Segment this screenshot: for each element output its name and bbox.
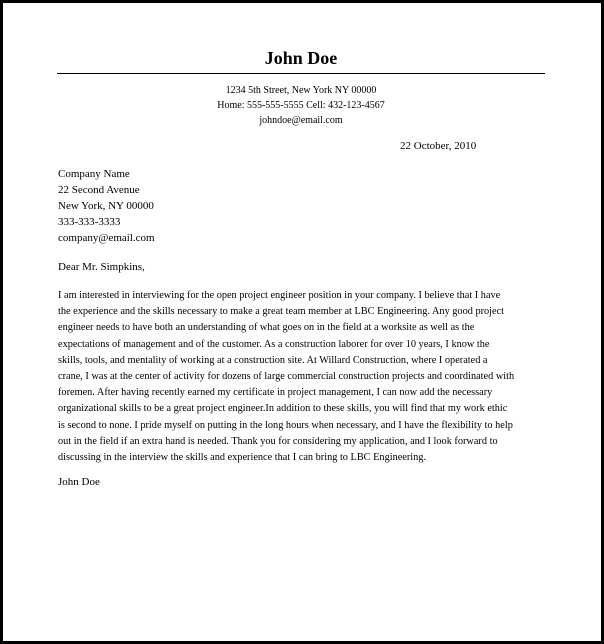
recipient-block xyxy=(58,166,155,246)
sender-phones: Home: 555-555-5555 Cell: 432-123-4567 xyxy=(217,100,385,111)
body-line: is second to none. I pride myself on putting in the long hours when necessary, and I have the flexibility to help xyxy=(58,419,513,431)
body-line: foremen. After having recently earned my certificate in project management, I can now add the necessary xyxy=(58,387,493,399)
recipient-phone: 333-333-3333 xyxy=(58,216,121,228)
letter-date: 22 October, 2010 xyxy=(400,140,477,152)
body-line: organizational skills to be a great project engineer.In addition to these skills, you will find that my work ethic xyxy=(58,403,508,415)
sender-contact xyxy=(57,83,545,128)
body-line: out in the field if an extra hand is needed. Thank you for considering my application, and I look forward to xyxy=(58,435,498,447)
closing-name: John Doe xyxy=(58,476,100,488)
letter-header xyxy=(57,47,545,128)
sender-email: johndoe@email.com xyxy=(259,115,343,126)
letter-body xyxy=(58,288,550,466)
recipient-city: New York, NY 00000 xyxy=(58,200,154,212)
sender-name: John Doe xyxy=(57,47,545,74)
body-line: I am interested in interviewing for the open project engineer position in your company. I believe that I have xyxy=(58,290,501,301)
body-line: skills, tools, and mentality of working at a construction site. At Willard Construction, where I operated a xyxy=(58,354,488,366)
recipient-company: Company Name xyxy=(58,168,130,180)
body-line: engineer needs to have both an understanding of what goes on in the field at a worksite as well as the xyxy=(58,322,475,334)
body-line: discussing in the interview the skills and experience that I can bring to LBC Engineering. xyxy=(58,451,427,463)
salutation: Dear Mr. Simpkins, xyxy=(58,261,145,273)
body-line: the experience and the skills necessary to make a great team member at LBC Engineering. Any good project xyxy=(58,306,505,318)
recipient-email: company@email.com xyxy=(58,232,155,244)
sender-address: 1234 5th Street, New York NY 00000 xyxy=(225,85,377,96)
recipient-street: 22 Second Avenue xyxy=(58,184,140,196)
body-line: crane, I was at the center of activity for dozens of large commercial construction projects and coordinated with xyxy=(58,370,515,382)
body-line: expectations of management and of the customer. As a construction laborer for over 10 years, I know the xyxy=(58,338,490,350)
